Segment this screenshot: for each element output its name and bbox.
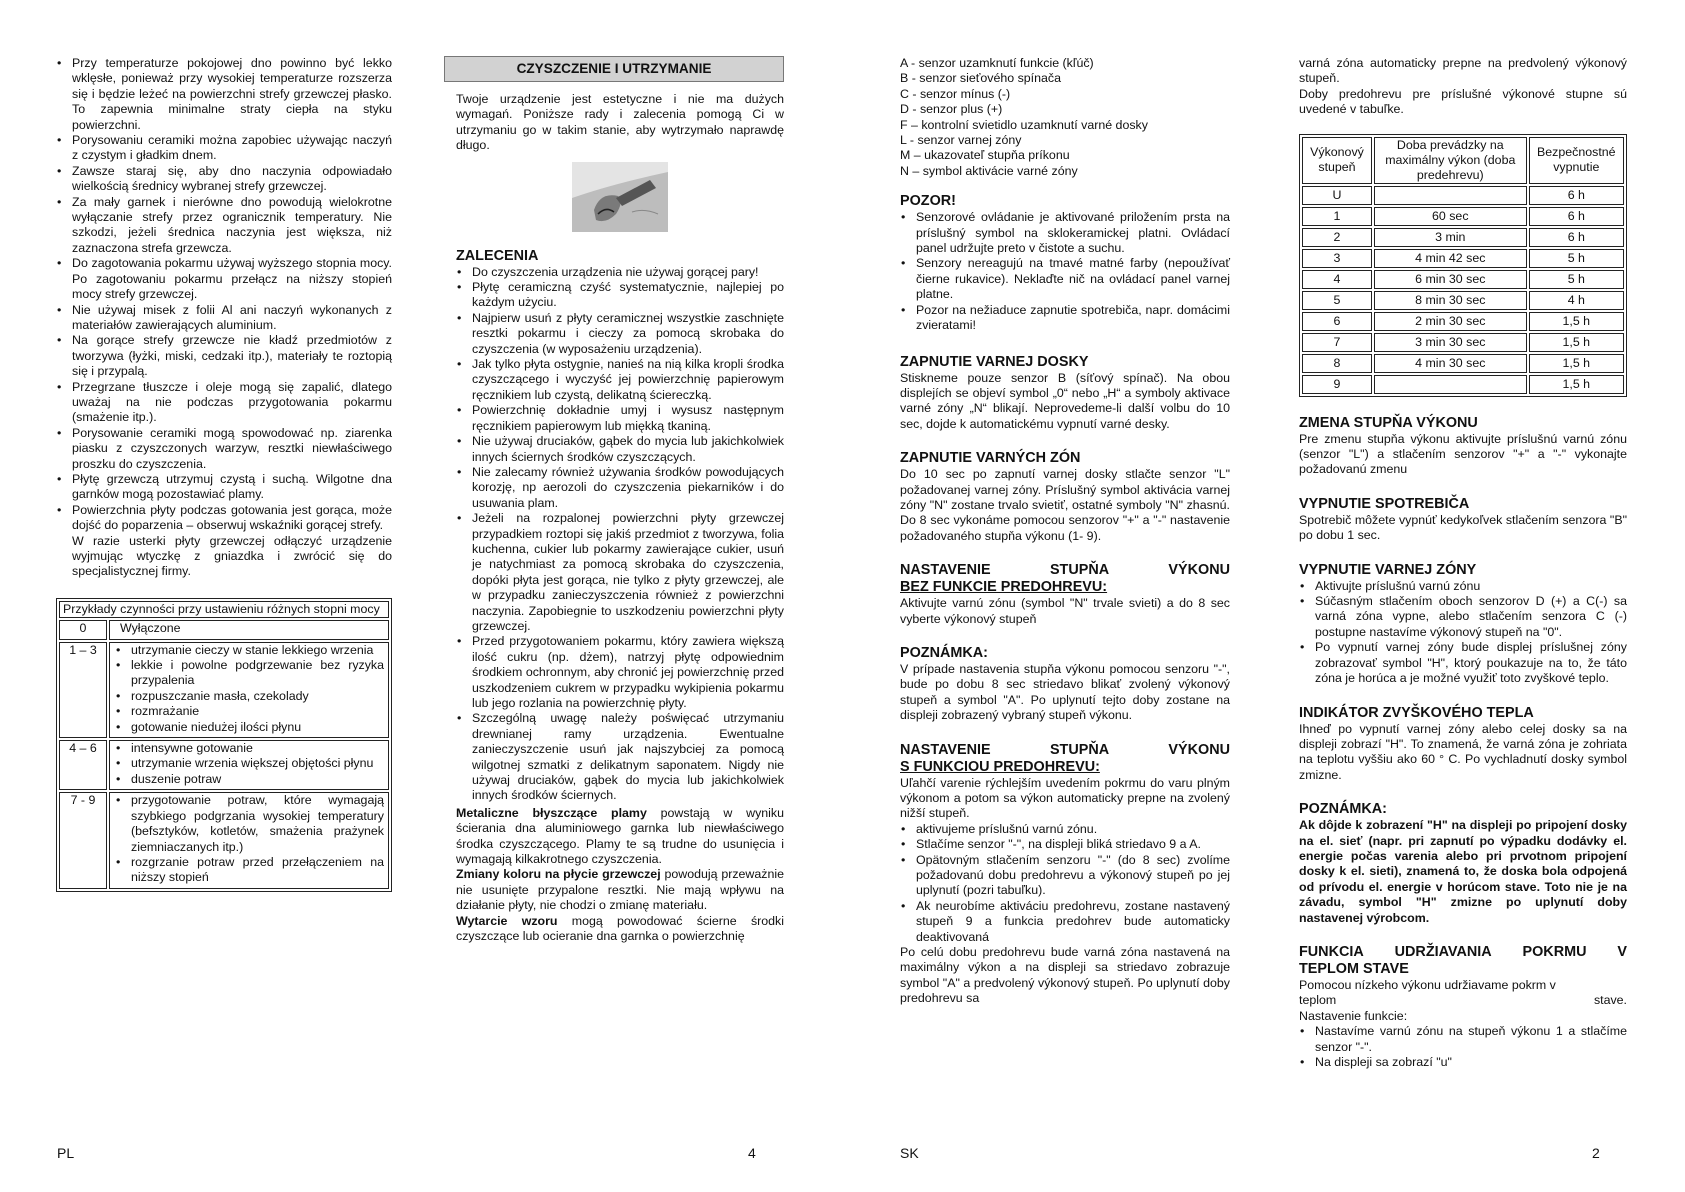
- list-item: • Senzory nereagujú na tmavé matné farby (nepoužívať čierne rukavice). Neklaďte nič na ovládací panel varnej platne.: [916, 256, 1230, 302]
- list-item: • przygotowanie potraw, które wymagają szybkiego podgrzania wysokiej temperatury (befsztyków, kotletów, smażenia prażynek ziemniaczanych itp.): [131, 793, 384, 855]
- section-title-note: POZNÁMKA:: [1299, 801, 1387, 818]
- legend-item: F – kontrolní svietidlo uzamknutí varné dosky: [900, 117, 1148, 132]
- paragraph: varná zóna automaticky prepne na predvolený výkonový stupeň.: [1299, 56, 1627, 86]
- table-cell: 1,5 h: [1529, 312, 1624, 331]
- pl-power-levels-table: [56, 598, 392, 892]
- table-key: 0: [59, 620, 107, 639]
- paragraph: Pre zmenu stupňa výkonu aktivujte príslušnú varnú zónu (senzor "L") a stlačením senzorov "+" a "-" vykonajte požadovanú zmenu: [1299, 431, 1627, 477]
- footer-language-pl: PL: [57, 1145, 75, 1161]
- table-cell: 6 h: [1529, 207, 1624, 226]
- legend-item: A - senzor uzamknutí funkcie (kľúč): [900, 56, 1094, 70]
- zone-off-list: [1299, 579, 1627, 687]
- list-item: • Porysowanie ceramiki mogą spowodować np. ziarenka piasku z czyszczonych warzyw, resztki niewłaściwego proszku do czyszczenia.: [72, 426, 392, 472]
- table-cell: 2: [1302, 228, 1372, 247]
- table-header-row: [1302, 137, 1624, 184]
- cleaning-intro: Twoje urządzenie jest estetyczne i nie ma dużych wymagań. Poniższe rady i zalecenia pomogą Ci w utrzymaniu go w takim stanie, aby wytrzymało naprawdę długo.: [456, 92, 784, 153]
- table-value: [109, 740, 389, 790]
- table-cell: 5 h: [1529, 249, 1624, 268]
- paragraph: Metaliczne błyszczące plamy powstają w wyniku ścierania dna aluminiowego garnka lub niewłaściwego środka czyszczącego. Plamy te są trudne do usunięcia i wymagają kilkakrotnego czyszczenia.: [456, 805, 784, 867]
- legend-item: N – symbol aktivácie varné zóny: [900, 163, 1078, 178]
- table-cell: 4: [1302, 270, 1372, 289]
- list-item: • utrzymanie wrzenia większej objętości płynu: [131, 756, 384, 771]
- list-item: • Pozor na nežiaduce zapnutie spotrebiča, napr. domácimi zvieratami!: [916, 303, 1230, 334]
- list-item: • Powierzchnię dokładnie umyj i wysusz następnym ręcznikiem papierowym lub miękką tkaniną.: [472, 403, 784, 434]
- list-item: • rozmrażanie: [131, 704, 384, 719]
- list-item: • Súčasným stlačením oboch senzorov D (+) a C(-) sa varná zóna vypne, alebo stlačením senzora C (-) postupne nastavíme výkonový stupeň na "0".: [1315, 594, 1627, 640]
- section-subtitle: S FUNKCIOU PREDOHREVU:: [900, 758, 1100, 775]
- table-row: [1302, 312, 1624, 331]
- paragraph: Pomocou nízkeho výkonu udržiavame pokrm v: [1299, 977, 1556, 992]
- list-item: • Na displeji sa zobrazí "u": [1315, 1055, 1627, 1070]
- paragraph: Ihneď po vypnutí varnej zóny alebo celej dosky sa na displeji zobrazí "H". To znamená, že varná zóna je zohriata na teplotu vyššiu ako 60 ° C. Po vychladnutí dosky symbol zmizne.: [1299, 721, 1627, 782]
- table-row: [59, 620, 389, 639]
- table-cell: 3 min 30 sec: [1374, 333, 1527, 352]
- legend-item: D - senzor plus (+): [900, 102, 1003, 117]
- table-row: [1302, 291, 1624, 310]
- list-item: • Zawsze staraj się, aby dno naczynia odpowiadało wielkością średnicy wybranej strefy grzewczej.: [72, 164, 392, 195]
- paragraph: V prípade nastavenia stupňa výkonu pomocou senzoru "-", bude po dobu 8 sec striedavo blikať zvolený výkonový stupeň a symbol "A". Po uplynutí tejto doby zostane na displeji zobrazený vybraný stupeň výkonu.: [900, 661, 1230, 723]
- table-cell: 9: [1302, 375, 1372, 394]
- section-title-zones-on: ZAPNUTIE VARNÝCH ZÓN: [900, 450, 1081, 467]
- list-item: • rozpuszczanie masła, czekolady: [131, 689, 384, 704]
- list-item: • Powierzchnia płyty podczas gotowania jest gorąca, może dojść do poparzenia – obserwuj wskaźniki gorącej strefy.: [72, 503, 392, 534]
- section-subtitle: BEZ FUNKCIE PREDOHREVU:: [900, 579, 1108, 596]
- list-item: • Stlačíme senzor "-", na displeji bliká striedavo 9 a A.: [916, 837, 1230, 852]
- section-title-warning: POZOR!: [900, 193, 956, 210]
- list-item: • Nie zalecamy również używania środków powodujących korozję, np aerozoli do czyszczenia piekarników i do usuwania plam.: [472, 465, 784, 511]
- paragraph: Wytarcie wzoru mogą powodować ścierne środki czyszczące lub ocieranie dna garnka o powierzchnię: [456, 913, 784, 944]
- recommendations-list: [456, 265, 784, 804]
- footer-page-number: 4: [748, 1145, 756, 1161]
- paragraph: Ak dôjde k zobrazení "H" na displeji po pripojení dosky na el. sieť (napr. pri zapnutí po výpadku dodávky el. energie počas varenia alebo pri prvotnom pripojení dosky k el. sieti), znamená to, že doska bola odpojená od prívodu el. energie v horúcom stave. Toto nie je na závadu, symbol "H" zmizne po uplynutí doby nastavenej výrobcom.: [1299, 818, 1627, 925]
- table-value: [109, 792, 389, 888]
- list-item: • Najpierw usuń z płyty ceramicznej wszystkie zaschnięte resztki pokarmu i cieczy za pomocą skrobaka do czyszczenia (w wyposażeniu urządzenia).: [472, 311, 784, 357]
- paragraph: Aktivujte varnú zónu (symbol "N" trvale svieti) a do 8 sec vyberte výkonový stupeň: [900, 596, 1230, 626]
- paragraph: Do 10 sec po zapnutí varnej dosky stlačte senzor "L" požadovanej varnej zóny. Príslušný symbol aktivácia varnej zóny "N" zostane trvalo svietiť, ostatné symboly "N" zhasnú. Do 8 sec vykonáme pomocou senzorov "+" a "-" nastavenie požadovaného stupňa výkonu (1- 9).: [900, 467, 1230, 543]
- list-item: • Po vypnutí varnej zóny bude displej príslušnej zóny zobrazovať symbol "H", ktorý poukazuje na to, že táto zóna je horúca a je možné využiť toto zvyškové teplo.: [1315, 640, 1627, 686]
- paragraph: Uľahčí varenie rýchlejším uvedením pokrmu do varu plným výkonom a potom sa výkon automaticky prepne na zvolený nižší stupeň.: [900, 775, 1230, 821]
- section-title-zone-off: VYPNUTIE VARNEJ ZÓNY: [1299, 561, 1477, 578]
- legend-item: L - senzor varnej zóny: [900, 133, 1022, 148]
- table-cell: 3: [1302, 249, 1372, 268]
- list-item: • Nie używaj misek z folii Al ani naczyń wykonanych z materiałów zawierających aluminium.: [72, 303, 392, 334]
- list-item: • Opätovným stlačením senzoru "-" (do 8 sec) zvolíme požadovanú dobu predohrevu a výkonový stupeň po jej uplynutí (pozri tabuľku).: [916, 853, 1230, 899]
- table-key: 1 – 3: [59, 642, 107, 738]
- table-cell: U: [1302, 186, 1372, 205]
- section-title-appliance-off: VYPNUTIE SPOTREBIČA: [1299, 495, 1470, 512]
- list-item: • Ak neurobíme aktiváciu predohrevu, zostane nastavený stupeň 9 a funkcia predohrev bude automaticky deaktivovaná: [916, 899, 1230, 945]
- table-cell: 1,5 h: [1529, 375, 1624, 394]
- section-title-setting-no-preheat: NASTAVENIE STUPŇA VÝKONU: [900, 562, 1230, 579]
- list-item: • Jeżeli na rozpalonej powierzchni płyty grzewczej przypadkiem roztopi się jakiś przedmiot z tworzywa, folia kuchenna, cukier lub pokarmy zawierające cukier, usuń je natychmiast za pomocą skrobaka do czyszczenia, dopóki płyta jest gorąca, nie tylko z płyty grzewczej, ale w przypadku zanieczyszczenia również z powierzchni naczynia. Zapobiegnie to uszkodzeniu powierzchni płyty grzewczej.: [472, 511, 784, 634]
- list-item: • Płytę ceramiczną czyść systematycznie, najlepiej po każdym użyciu.: [472, 280, 784, 311]
- list-item: • Za mały garnek i nierówne dno powodują wielokrotne wyłączanie strefy przez ogranicznik temperatury. Nie szkodzi, jeżeli średnica naczynia jest większa, niż zaznaczona strefa grzewcza.: [72, 195, 392, 257]
- section-title-keep-warm: FUNKCIA UDRŽIAVANIA POKRMU V: [1299, 943, 1627, 960]
- table-cell: 6 h: [1529, 228, 1624, 247]
- table-cell: 8: [1302, 354, 1372, 373]
- list-item: • duszenie potraw: [131, 772, 384, 787]
- cleaning-illustration: [572, 162, 668, 232]
- table-cell: 5: [1302, 291, 1372, 310]
- paragraph: Doby predohrevu pre príslušné výkonové stupne sú uvedené v tabuľke.: [1299, 86, 1627, 117]
- section-title-change-level: ZMENA STUPŇA VÝKONU: [1299, 414, 1478, 431]
- table-row: [1302, 333, 1624, 352]
- list-item: • utrzymanie cieczy w stanie lekkiego wrzenia: [131, 643, 384, 658]
- sk-column-1: [900, 56, 1230, 1007]
- table-cell: [1374, 186, 1527, 205]
- list-item: • Do zagotowania pokarmu używaj wyższego stopnia mocy. Po zagotowaniu pokarmu przełącz na niższy stopień mocy strefy grzewczej.: [72, 256, 392, 302]
- section-title-power-on: ZAPNUTIE VARNEJ DOSKY: [900, 353, 1089, 370]
- table-header: Bezpečnostné vypnutie: [1529, 137, 1624, 184]
- paragraph: Spotrebič môžete vypnúť kedykoľvek stlačením senzora "B" po dobu 1 sec.: [1299, 512, 1627, 543]
- table-row: [59, 642, 389, 738]
- list-item: • lekkie i powolne podgrzewanie bez ryzyka przypalenia: [131, 658, 384, 689]
- keep-warm-list: [1299, 1024, 1627, 1070]
- table-header: Doba prevádzky na maximálny výkon (doba predehrevu): [1374, 137, 1527, 184]
- table-cell: 6 h: [1529, 186, 1624, 205]
- table-cell: 1: [1302, 207, 1372, 226]
- list-item: • Nie używaj druciaków, gąbek do mycia lub jakichkolwiek innych ściernych środków czyszczących.: [472, 434, 784, 465]
- pl-tips-list: [56, 56, 392, 534]
- paragraph: teplom stave.: [1299, 993, 1627, 1008]
- preheat-table: [1299, 134, 1627, 397]
- table-row: [59, 740, 389, 790]
- table-cell: 8 min 30 sec: [1374, 291, 1527, 310]
- list-item: • Płytę grzewczą utrzymuj czystą i suchą. Wilgotne dna garnków mogą pozostawiać plamy.: [72, 472, 392, 503]
- table-cell: 60 sec: [1374, 207, 1527, 226]
- list-item: • rozgrzanie potraw przed przełączeniem na niższy stopień: [131, 855, 384, 886]
- table-row: [1302, 270, 1624, 289]
- table-cell: 6 min 30 sec: [1374, 270, 1527, 289]
- table-value: [109, 642, 389, 738]
- table-cell: 5 h: [1529, 270, 1624, 289]
- sensor-legend: [900, 56, 1230, 179]
- paragraph: Stiskneme pouze senzor B (síťový spínač). Na obou displejích se objeví symbol „0“ nebo „H“ a symboly aktivace varné zóny „N“ blikají. Neprovedeme-li další volbu do 10 sec, dojde k automatickému vypnutí varné desky.: [900, 370, 1230, 431]
- table-value: Wyłączone: [109, 620, 389, 639]
- list-item: • Szczególną uwagę należy poświęcać utrzymaniu drewnianej ramy urządzenia. Ewentualne zanieczyszczenie usuń jak najszybciej za pomocą wilgotnej szmatki z delikatnym saponatem. Nigdy nie używaj druciaków, gąbek do mycia lub jakichkolwiek innych środków ściernych.: [472, 711, 784, 803]
- pl-tip-continuation: W razie usterki płyty grzewczej odłączyć urządzenie wyjmując wtyczkę z gniazdka i zwrócić się do specjalistycznej firmy.: [72, 533, 392, 579]
- pl-column-1: [56, 56, 392, 892]
- section-title-residual-heat: INDIKÁTOR ZVYŠKOVÉHO TEPLA: [1299, 704, 1534, 721]
- table-cell: 4 h: [1529, 291, 1624, 310]
- legend-item: B - senzor sieťového spínača: [900, 71, 1061, 86]
- table-row: [1302, 249, 1624, 268]
- table-row: [1302, 207, 1624, 226]
- paragraph: Zmiany koloru na płycie grzewczej powodują przeważnie nie usunięte przypalone resztki. Nie mają wpływu na działanie płyty, nie chodzi o zmianę materiału.: [456, 867, 784, 913]
- table-cell: 4 min 42 sec: [1374, 249, 1527, 268]
- table-row: [1302, 375, 1624, 394]
- table-row: [1302, 186, 1624, 205]
- table-cell: 2 min 30 sec: [1374, 312, 1527, 331]
- list-item: • Do czyszczenia urządzenia nie używaj gorącej pary!: [472, 265, 784, 280]
- section-title-note: POZNÁMKA:: [900, 644, 988, 661]
- sk-column-2: [1299, 56, 1627, 1070]
- section-title-recommendations: ZALECENIA: [456, 247, 539, 264]
- table-cell: [1374, 375, 1527, 394]
- list-item: • intensywne gotowanie: [131, 741, 384, 756]
- list-item: • Jak tylko płyta ostygnie, nanieś na nią kilka kropli środka czyszczącego i wyczyść jej powierzchnię papierowym ręcznikiem lub czystą, delikatną ściereczką.: [472, 357, 784, 403]
- list-item: • Porysowaniu ceramiki można zapobiec używając naczyń z czystym i gładkim dnem.: [72, 133, 392, 164]
- list-item: • Aktivujte príslušnú varnú zónu: [1315, 579, 1627, 594]
- pl-column-2: [456, 56, 784, 945]
- list-item: • Na gorące strefy grzewcze nie kładź przedmiotów z tworzywa (łyżki, miski, cedzaki itp.), materiały te roztopią się i przypalą.: [72, 333, 392, 379]
- legend-item: M – ukazovateľ stupňa príkonu: [900, 148, 1070, 163]
- warning-list: [900, 210, 1230, 333]
- table-cell: 6: [1302, 312, 1372, 331]
- paragraph: Po celú dobu predohrevu bude varná zóna nastavená na maximálny výkon a na displeji sa striedavo zobrazuje symbol "A" a predvolený výkonový stupeň. Po uplynutí doby predohrevu sa: [900, 945, 1230, 1006]
- table-cell: 7: [1302, 333, 1372, 352]
- table-key: 4 – 6: [59, 740, 107, 790]
- list-item: • Przy temperaturze pokojowej dno powinno być lekko wklęsłe, ponieważ przy wysokiej temperaturze rozszerza się i będzie leżeć na powierzchni strefy grzewczej płasko. To zapewnia minimalne straty ciepła na styku powierzchni.: [72, 56, 392, 133]
- list-item: • gotowanie niedużej ilości płynu: [131, 720, 384, 735]
- paragraph: Nastavenie funkcie:: [1299, 1008, 1408, 1023]
- table-cell: 1,5 h: [1529, 354, 1624, 373]
- list-item: • Przed przygotowaniem pokarmu, który zawiera większą ilość cukru (np. dżem), natrzyj płytę odpowiednim środkiem ochronnym, aby chronić jej powierzchnię przed uszkodzeniem cukrem w przypadku wykipienia pokarmu lub jego rozlania na powierzchnię płyty.: [472, 634, 784, 711]
- list-item: • Senzorové ovládanie je aktivované priložením prsta na príslušný symbol na sklokeramickej platni. Ovládací panel udržujte preto v čistote a suchu.: [916, 210, 1230, 256]
- table-row: [59, 792, 389, 888]
- preheat-steps-list: [900, 822, 1230, 945]
- table-key: 7 - 9: [59, 792, 107, 888]
- table-cell: 4 min 30 sec: [1374, 354, 1527, 373]
- list-item: • Nastavíme varnú zónu na stupeň výkonu 1 a stlačíme senzor "-".: [1315, 1024, 1627, 1055]
- section-title-setting-preheat: NASTAVENIE STUPŇA VÝKONU: [900, 741, 1230, 758]
- table-cell: 3 min: [1374, 228, 1527, 247]
- list-item: • aktivujeme príslušnú varnú zónu.: [916, 822, 1230, 837]
- list-item: • Przegrzane tłuszcze i oleje mogą się zapalić, dlatego uważaj na nie podczas przygotowania pokarmu (smażenie itp.).: [72, 380, 392, 426]
- section-title-cleaning: CZYSZCZENIE I UTRZYMANIE: [444, 56, 784, 82]
- table-header: Výkonový stupeň: [1302, 137, 1372, 184]
- legend-item: C - senzor mínus (-): [900, 86, 1011, 101]
- section-subtitle: TEPLOM STAVE: [1299, 960, 1409, 977]
- table-row: [1302, 228, 1624, 247]
- table-title: Przykłady czynności przy ustawieniu różnych stopni mocy: [59, 601, 389, 618]
- footer-language-sk: SK: [900, 1145, 919, 1161]
- table-cell: 1,5 h: [1529, 333, 1624, 352]
- footer-page-number: 2: [1592, 1145, 1600, 1161]
- table-row: [1302, 354, 1624, 373]
